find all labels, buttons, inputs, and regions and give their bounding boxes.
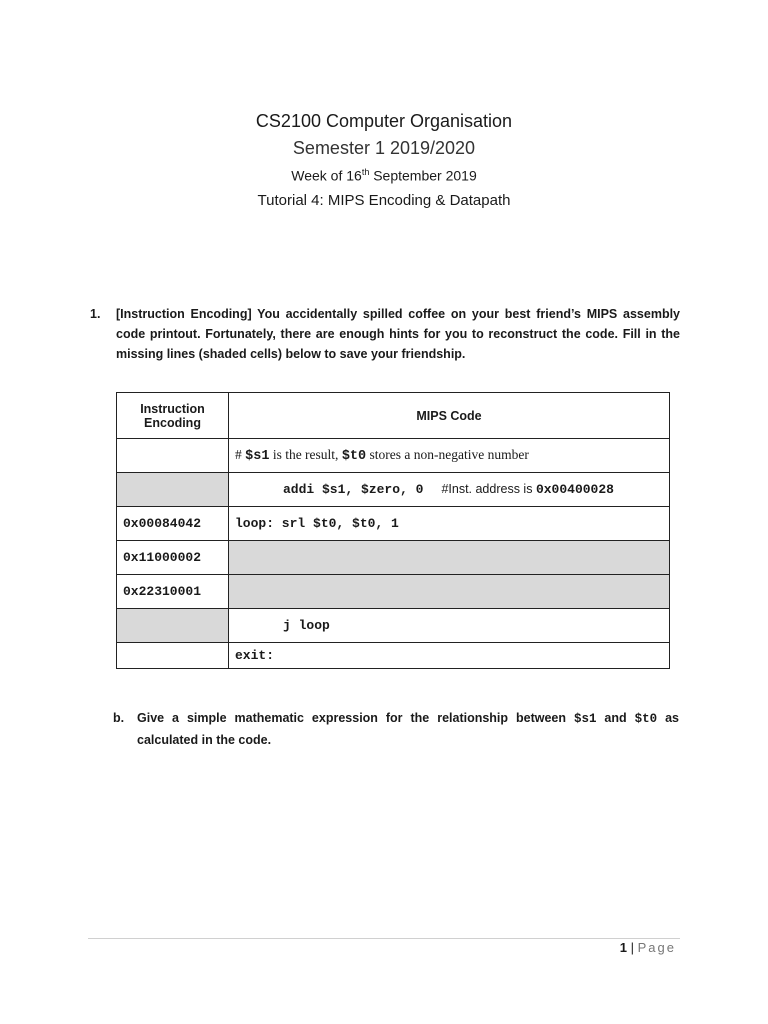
comment-mid: is the result, [269,447,342,462]
encoding-cell [117,439,229,473]
table-row [117,643,670,669]
subquestion-var-t0: $t0 [634,712,658,726]
code-cell-shaded [229,541,670,575]
tutorial-title [0,192,768,209]
question-1 [90,304,680,364]
code-cell: loop: srl $t0, $t0, 1 [229,507,670,541]
semester: Semester 1 2019/2020 [292,138,476,158]
comment-hash: # [235,447,246,462]
page-number: 1 [619,940,628,955]
week-prefix: Week of 16 [291,167,362,184]
tutorial-topic: MIPS Encoding & Datapath [327,192,511,209]
encoding-cell: 0x00084042 [117,507,229,541]
subquestion-text-b: and [596,711,635,725]
encoding-cell: 0x22310001 [117,575,229,609]
table-row [117,439,670,473]
table-row [117,575,670,609]
comment-end: stores a non-negative number [366,447,529,462]
encoding-cell [117,643,229,669]
subquestion-text [137,708,679,751]
footer-divider [88,938,680,939]
page-separator: | [627,940,638,955]
comment-s1: $s1 [245,449,270,464]
week-superscript: th [361,167,370,177]
page-word: Page [637,940,676,955]
question-1b [113,708,679,751]
code-cell [229,473,670,507]
comment-t0: $t0 [341,449,367,464]
table-row [117,541,670,575]
tutorial-prefix: Tutorial 4: [257,192,328,209]
week-line [0,167,768,184]
code-cell: j loop [229,609,670,643]
encoding-table [116,392,670,669]
addi-instruction: addi $s1, $zero, 0 [283,482,424,497]
table-row [117,507,670,541]
page-footer [620,940,676,955]
encoding-cell-shaded [117,609,229,643]
code-cell: exit: [229,643,670,669]
header-encoding: Instruction Encoding [117,393,229,439]
subquestion-text-a: Give a simple mathematic expression for the relationship between [137,711,574,725]
code-cell-shaded [229,575,670,609]
question-text: [Instruction Encoding] You accidentally spilled coffee on your best friend’s MIPS assembly code printout. Fortunately, there are enough hints for you to reconstruct the code. Fill in the missing lines (shaded cells) below to save your friendship. [116,307,680,361]
question-number: 1. [90,307,101,321]
course-title: CS2100 Computer Organisation [255,111,513,131]
table-row [117,609,670,643]
subquestion-var-s1: $s1 [573,712,597,726]
addi-comment-label: #Inst. address is [441,482,536,496]
subquestion-label: b. [113,711,125,725]
table-row [117,473,670,507]
comment-cell [229,439,670,473]
encoding-cell-shaded [117,473,229,507]
addi-comment-value: 0x00400028 [535,482,614,497]
header-mips-code: MIPS Code [229,393,670,439]
encoding-cell: 0x11000002 [117,541,229,575]
subquestion-text-c: as calculated in the code. [137,711,679,747]
table-header-row [117,393,670,439]
week-suffix: September 2019 [369,167,477,184]
